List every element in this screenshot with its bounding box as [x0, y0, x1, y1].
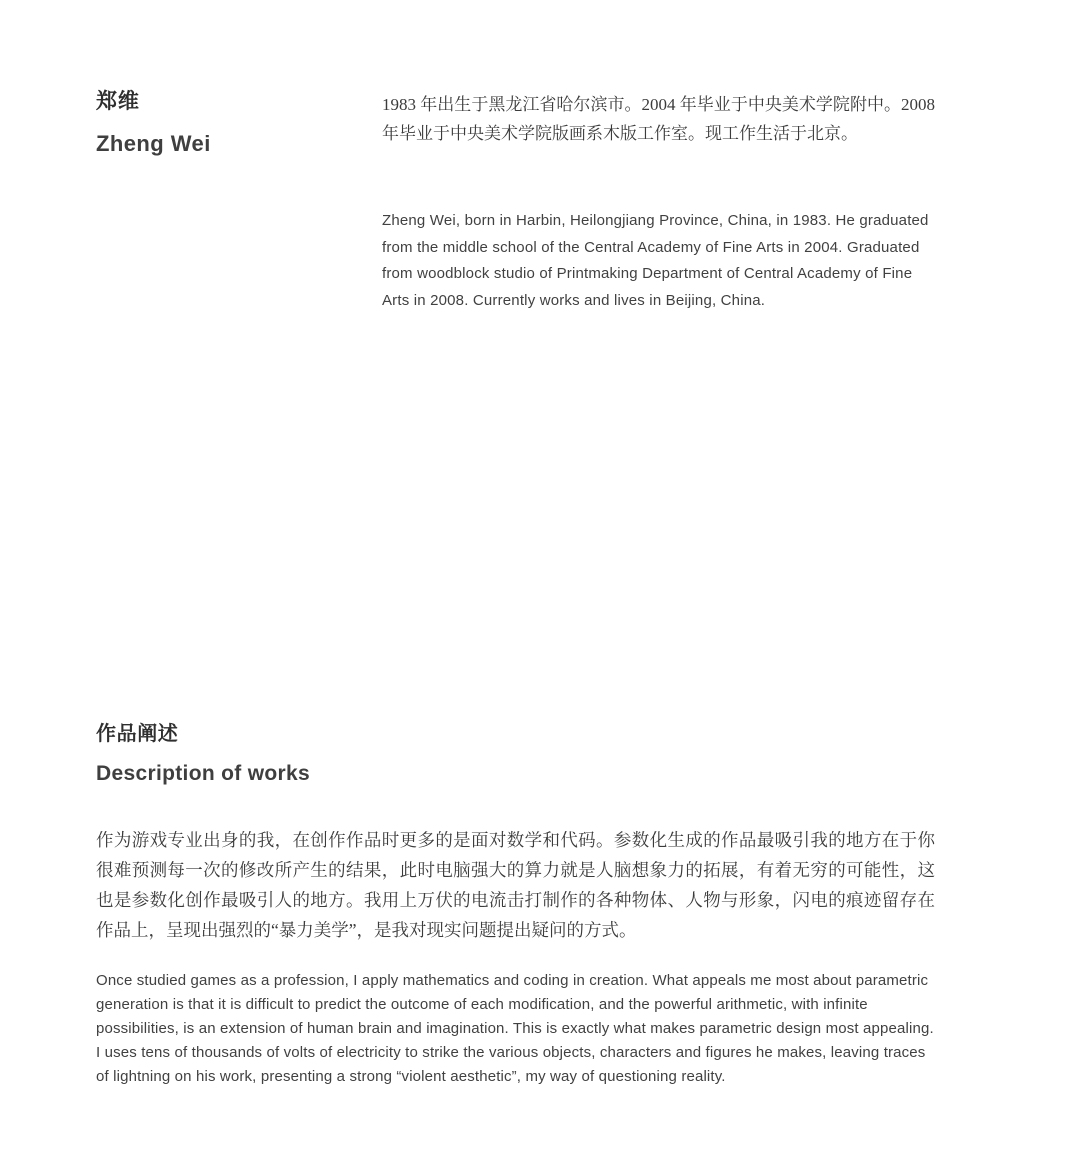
biography-chinese: 1983 年出生于黑龙江省哈尔滨市。2004 年毕业于中央美术学院附中。2008 年毕业于中央美术学院版画系木版工作室。现工作生活于北京。 — [382, 95, 935, 143]
biography-block — [382, 90, 935, 314]
biography-english: Zheng Wei, born in Harbin, Heilongjiang Province, China, in 1983. He graduated from the middle school of the Central Academy of Fine Arts in 2004. Graduated from woodblock studio of Printmaking Department of Central Academy of Fine Arts in 2008. Currently works and lives in Beijing, China. — [382, 212, 929, 309]
description-heading-english: Description of works — [96, 762, 311, 785]
artist-name-chinese: 郑维 — [96, 89, 140, 113]
artist-name-block — [96, 86, 376, 160]
artist-name-english: Zheng Wei — [96, 131, 211, 156]
description-heading-chinese: 作品阐述 — [96, 723, 179, 745]
description-section — [96, 720, 935, 1089]
description-body-chinese: 作为游戏专业出身的我，在创作作品时更多的是面对数学和代码。参数化生成的作品最吸引我的地方在于你很难预测每一次的修改所产生的结果，此时电脑强大的算力就是人脑想象力的拓展，有着无穷的可能性，这也是参数化创作最吸引人的地方。我用上万伏的电流击打制作的各种物体、人物与形象，闪电的痕迹留存在作品上，呈现出强烈的“暴力美学”，是我对现实问题提出疑问的方式。 — [96, 830, 935, 940]
description-body-english: Once studied games as a profession, I apply mathematics and coding in creation. What appeals me most about parametric generation is that it is difficult to predict the outcome of each modification, and the powerful arithmetic, with infinite possibilities, is an extension of human brain and imagination. This is exactly what makes parametric design most appealing. I uses tens of thousands of volts of electricity to strike the various objects, characters and figures he makes, leaving traces of lightning on his work, presenting a strong “violent aesthetic”, my way of questioning reality. — [96, 972, 934, 1085]
